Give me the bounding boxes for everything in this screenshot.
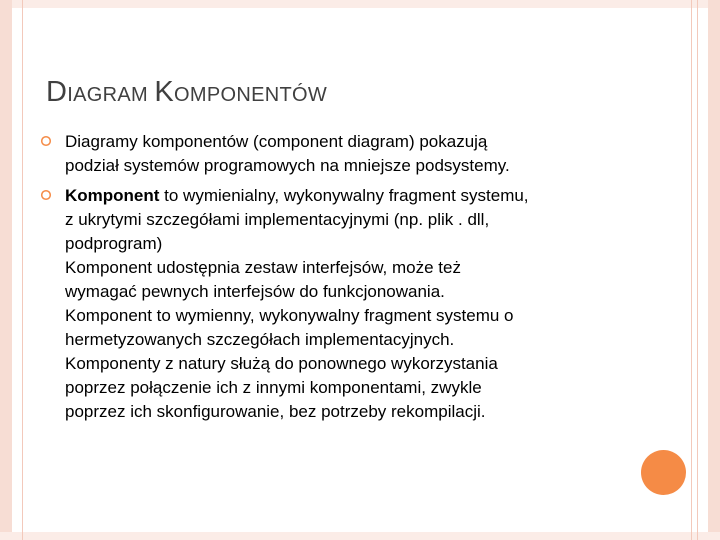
bullet2-bold-lead: Komponent bbox=[65, 186, 160, 205]
bullet2-line8: Komponenty z natury służą do ponownego wykorzystania bbox=[65, 354, 498, 373]
bullet2-line1 bbox=[65, 184, 660, 208]
left-accent-line bbox=[22, 0, 23, 540]
title-initial-d: D bbox=[46, 76, 68, 108]
bullet2-line7: hermetyzowanych szczegółach implementacyjnych. bbox=[65, 330, 455, 349]
bottom-border bbox=[0, 532, 720, 540]
slide-title bbox=[46, 76, 327, 109]
bullet2-first-line-rest: to wymienialny, wykonywalny fragment systemu, bbox=[159, 186, 529, 205]
list-item bbox=[40, 184, 660, 424]
right-accent-line bbox=[697, 0, 698, 540]
bullet2-line3: podprogram) bbox=[65, 234, 163, 253]
title-word1-rest: IAGRAM bbox=[67, 84, 148, 106]
orange-circle-decoration bbox=[641, 450, 686, 495]
bullet1-line1: Diagramy komponentów (component diagram) pokazują bbox=[65, 132, 488, 151]
bullet2-line9: poprzez połączenie ich z innymi komponentami, zwykle bbox=[65, 378, 482, 397]
bullet2-line2: z ukrytymi szczegółami implementacyjnymi (np. plik . dll, bbox=[65, 210, 490, 229]
bullet2-line6: Komponent to wymienny, wykonywalny fragment systemu o bbox=[65, 306, 514, 325]
title-initial-k: K bbox=[154, 76, 175, 108]
title-word2-rest: OMPONENTÓW bbox=[174, 84, 328, 106]
top-border bbox=[12, 0, 720, 8]
right-border bbox=[708, 0, 720, 540]
bullet1-line2: podział systemów programowych na mniejsze podsystemy. bbox=[65, 156, 510, 175]
list-item bbox=[40, 130, 660, 178]
right-accent-line-inner bbox=[691, 0, 692, 540]
bullet2-line4: Komponent udostępnia zestaw interfejsów, może też bbox=[65, 258, 461, 277]
hollow-circle-icon bbox=[40, 189, 52, 201]
bullet-list bbox=[40, 130, 660, 430]
left-border bbox=[0, 0, 12, 540]
hollow-circle-icon bbox=[40, 135, 52, 147]
bullet2-line10: poprzez ich skonfigurowanie, bez potrzeby rekompilacji. bbox=[65, 402, 486, 421]
bullet2-line5: wymagać pewnych interfejsów do funkcjonowania. bbox=[65, 282, 445, 301]
